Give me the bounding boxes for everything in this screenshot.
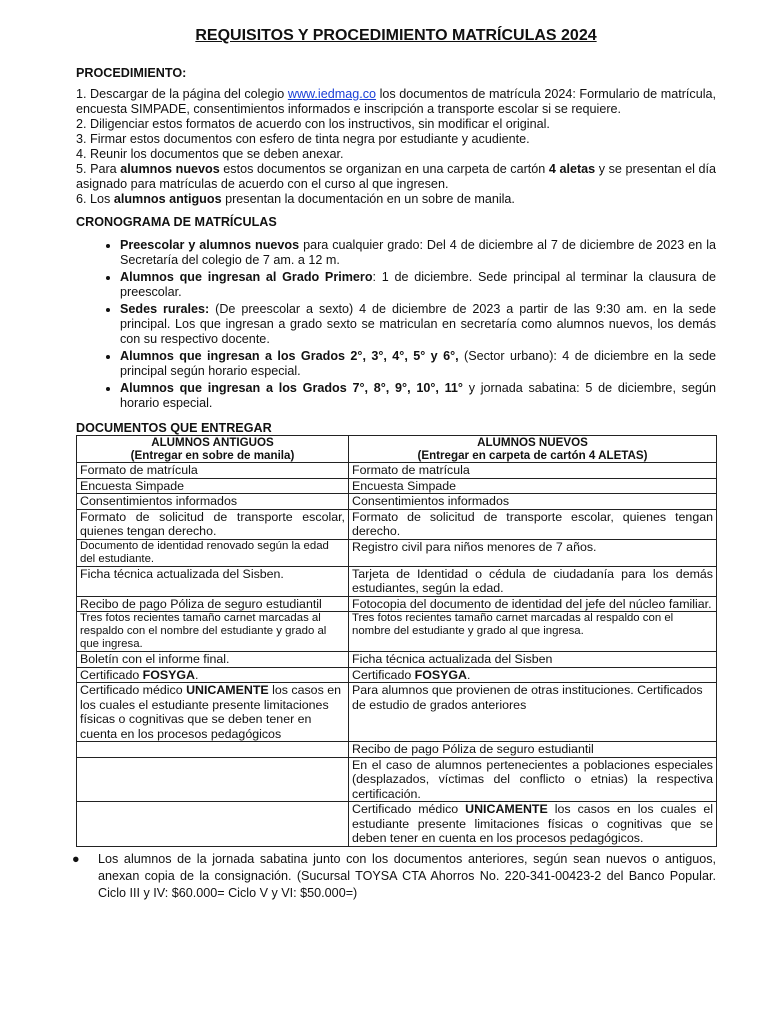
cronograma-heading: CRONOGRAMA DE MATRÍCULAS: [76, 215, 277, 229]
table-row: En el caso de alumnos pertenecientes a poblaciones especiales (desplazados, víctimas del conflicto o etnias) la respectiva certificación.: [77, 757, 717, 802]
table-header-row: [77, 436, 717, 463]
step-4: 4. Reunir los documentos que se deben anexar.: [76, 147, 344, 161]
step-3: 3. Firmar estos documentos con esfero de tinta negra por estudiante y acudiente.: [76, 132, 530, 146]
procedimiento-heading: PROCEDIMIENTO:: [76, 66, 187, 80]
col-nuevos-header: ALUMNOS NUEVOS (Entregar en carpeta de cartón 4 ALETAS): [349, 436, 717, 463]
step-2: 2. Diligenciar estos formatos de acuerdo con los instructivos, sin modificar el original.: [76, 117, 550, 131]
table-row: Formato de solicitud de transporte escolar, quienes tengan derecho. Formato de solicitud de transporte escolar, quienes tengan derecho.: [77, 509, 717, 539]
table-row: Tres fotos recientes tamaño carnet marcadas al respaldo con el nombre del estudiante y grado al que ingresa. Tres fotos recientes tamaño carnet marcadas al respaldo con el nombre del estudiante y grado al que ingresa.: [77, 612, 717, 652]
school-website-link[interactable]: www.iedmag.co: [287, 87, 377, 101]
table-row: Boletín con el informe final. Ficha técnica actualizada del Sisben: [77, 652, 717, 668]
table-row: Certificado médico UNICAMENTE los casos en los cuales el estudiante presente limitaciones físicas o cognitivas que se deben tener en cuenta en los procesos pedagógicos Para alumnos que provienen de otras instituciones. Certificados de estudio de grados anteriores: [77, 683, 717, 742]
step-6: 6. Los alumnos antiguos presentan la documentación en un sobre de manila.: [76, 192, 515, 206]
table-row: Encuesta Simpade Encuesta Simpade: [77, 478, 717, 494]
footer-note: [72, 851, 716, 902]
table-row: Recibo de pago Póliza de seguro estudiantil Fotocopia del documento de identidad del jefe del núcleo familiar.: [77, 596, 717, 612]
step-5: 5. Para alumnos nuevos estos documentos se organizan en una carpeta de cartón 4 aletas y se presentan el día asignado para matrículas de acuerdo con el curso al que ingresen.: [76, 162, 716, 191]
table-row: Consentimientos informados Consentimientos informados: [77, 494, 717, 510]
documentos-heading: DOCUMENTOS QUE ENTREGAR: [76, 421, 272, 435]
documents-table: [76, 435, 717, 847]
procedimiento-steps: [76, 87, 716, 207]
table-row: Certificado médico UNICAMENTE los casos en los cuales el estudiante presente limitaciones físicas o cognitivas que se deben tener en cuenta en los procesos pedagógicos.: [77, 802, 717, 847]
list-item: • Preescolar y alumnos nuevos para cualquier grado: Del 4 de diciembre al 7 de diciembre de 2023 en la Secretaría del colegio de 7 am. a 12 m.: [120, 238, 716, 268]
footer-text: Los alumnos de la jornada sabatina junto con los documentos anteriores, según sean nuevos o antiguos, anexan copia de la consignación. (Sucursal TOYSA CTA Ahorros No. 220-341-00423-2 del Banco Popular. Ciclo III y IV: $60.000= Ciclo V y VI: $50.000=): [98, 851, 716, 900]
bullet-icon: ●: [72, 851, 80, 866]
list-item: • Alumnos que ingresan a los Grados 7°, 8°, 9°, 10°, 11° y jornada sabatina: 5 de diciembre, según horario especial.: [120, 381, 716, 411]
document-page: [72, 26, 717, 902]
document-title: REQUISITOS Y PROCEDIMIENTO MATRÍCULAS 2024: [195, 27, 597, 44]
list-item: • Alumnos que ingresan a los Grados 2°, 3°, 4°, 5° y 6°, (Sector urbano): 4 de diciembre en la sede principal según horario especial.: [120, 349, 716, 379]
col-antiguos-header: ALUMNOS ANTIGUOS (Entregar en sobre de manila): [77, 436, 349, 463]
table-row: Certificado FOSYGA. Certificado FOSYGA.: [77, 667, 717, 683]
list-item: • Alumnos que ingresan al Grado Primero: 1 de diciembre. Sede principal al terminar la clausura de preescolar.: [120, 270, 716, 300]
table-row: Documento de identidad renovado según la edad del estudiante. Registro civil para niños menores de 7 años.: [77, 539, 717, 566]
list-item: • Sedes rurales: (De preescolar a sexto) 4 de diciembre de 2023 a partir de las 9:30 am. en la sede principal. Los que ingresan a grado sexto se matriculan en secretaría como alumnos nuevos, los demás con su respectivo docente.: [120, 302, 716, 347]
table-row: Formato de matrícula Formato de matrícula: [77, 463, 717, 479]
table-row: Ficha técnica actualizada del Sisben. Tarjeta de Identidad o cédula de ciudadanía para los demás estudiantes, según la edad.: [77, 566, 717, 596]
cronograma-list: [76, 238, 716, 411]
step-1: 1. Descargar de la página del colegio www.iedmag.co los documentos de matrícula 2024: Formulario de matrícula, encuesta SIMPADE, consentimientos informados e inscripción a transporte escolar si se requiere.: [76, 87, 716, 116]
table-row: Recibo de pago Póliza de seguro estudiantil: [77, 742, 717, 758]
